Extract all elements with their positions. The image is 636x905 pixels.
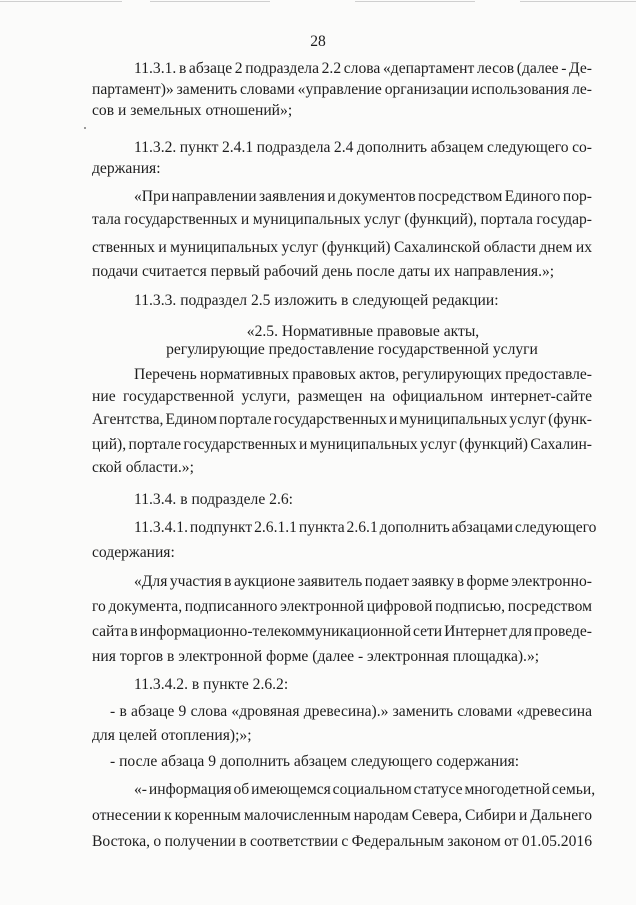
- text-line: «Для участия в аукционе заявитель подает заявку в форме электронно-: [134, 573, 592, 590]
- section-heading-line-1: «2.5. Нормативные правовые акты,: [246, 323, 480, 340]
- scan-edge-mark: [0, 1, 122, 2]
- text-line: ственных и муниципальных услуг (функций) Сахалинской области днем их: [92, 239, 592, 256]
- text-line: 11.3.4.2. в пункте 2.6.2:: [134, 676, 289, 693]
- text-line: сайта в информационно-телекоммуникационной сети Интернет для проведе-: [92, 623, 592, 640]
- text-line: Востока, о получении в соответствии с Федеральным законом от 01.05.2016: [92, 833, 592, 850]
- text-line: отнесении к коренным малочисленным народам Севера, Сибири и Дальнего: [92, 807, 592, 824]
- text-line: - после абзаца 9 дополнить абзацем следующего содержания:: [110, 753, 520, 770]
- text-line: «- информация об имеющемся социальном статусе многодетной семьи,: [134, 781, 596, 798]
- scan-edge-mark: [150, 1, 270, 2]
- text-line: ния торгов в электронной форме (далее - электронная площадка).»;: [92, 648, 540, 665]
- text-line: - в абзаце 9 слова «дровяная древесина).» заменить словами «древесина: [110, 703, 592, 720]
- text-line: Агентства, Едином портале государственных и муниципальных услуг (функ-: [92, 411, 592, 428]
- text-line: 11.3.2. пункт 2.4.1 подраздела 2.4 дополнить абзацем следующего со-: [134, 139, 592, 156]
- scan-edge-mark: [355, 1, 475, 2]
- text-line: держания:: [92, 160, 161, 177]
- text-line: 11.3.3. подраздел 2.5 изложить в следующей редакции:: [134, 292, 499, 309]
- text-line: тала государственных и муниципальных услуг (функций), портала государ-: [92, 211, 592, 228]
- text-line: содержания:: [92, 544, 175, 561]
- text-line: ций), портале государственных и муниципальных услуг (функций) Сахалин-: [92, 436, 592, 453]
- text-line: для целей отопления);»;: [92, 727, 252, 744]
- text-line: ние государственной услуги, размещен на официальном интернет-сайте: [92, 388, 592, 405]
- text-line: Перечень нормативных правовых актов, регулирующих предоставле-: [134, 366, 592, 383]
- text-line: 11.3.4.1. подпункт 2.6.1.1 пункта 2.6.1 дополнить абзацами следующего: [134, 519, 597, 536]
- page-number: 28: [310, 33, 326, 50]
- text-line: подачи считается первый рабочий день после даты их направления.»;: [92, 263, 555, 280]
- text-line: «При направлении заявления и документов посредством Единого пор-: [134, 188, 592, 205]
- text-line: 11.3.1. в абзаце 2 подраздела 2.2 слова «департамент лесов (далее - Де-: [134, 60, 592, 77]
- text-line: 11.3.4. в подразделе 2.6:: [134, 491, 293, 508]
- section-heading-line-2: регулирующие предоставление государственной услуги: [166, 341, 538, 358]
- text-line: сов и земельных отношений»;: [92, 102, 293, 119]
- text-line: го документа, подписанного электронной цифровой подписью, посредством: [92, 598, 592, 615]
- text-line: партамент)» заменить словами «управление организации использования ле-: [92, 81, 592, 98]
- scan-edge-mark: [520, 1, 636, 2]
- scan-speck: [84, 127, 86, 129]
- text-line: ской области.»;: [92, 459, 194, 476]
